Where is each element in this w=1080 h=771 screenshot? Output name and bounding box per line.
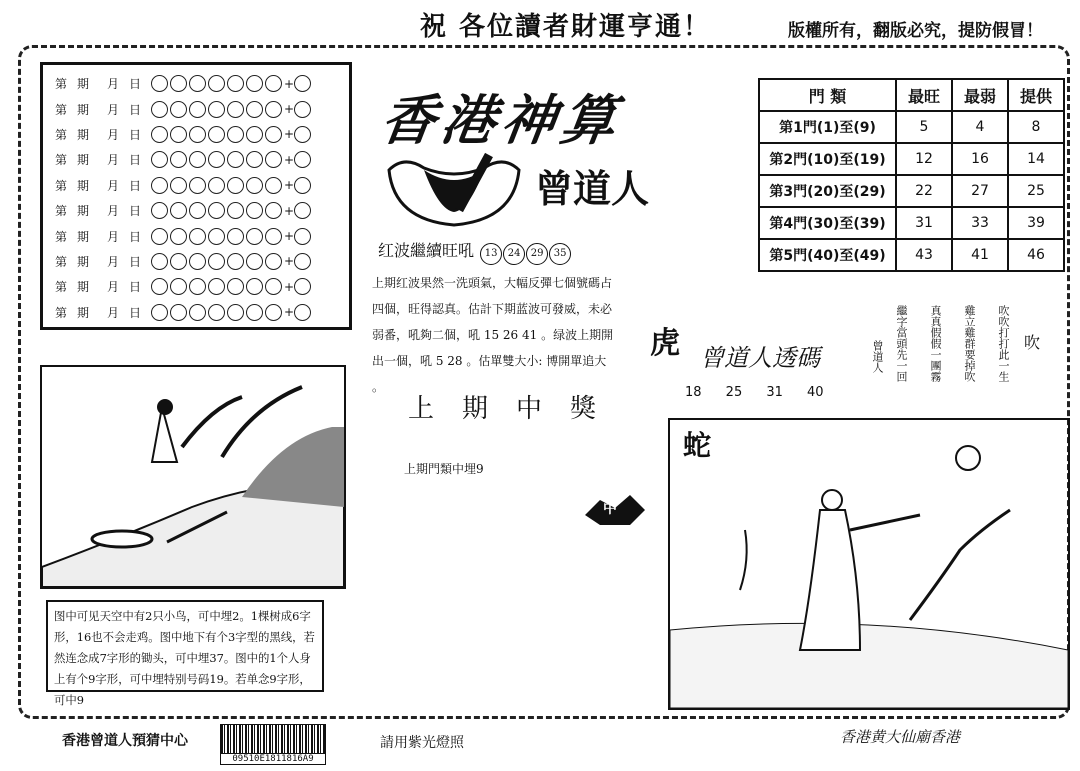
empty-circle — [265, 101, 282, 118]
empty-circle — [265, 126, 282, 143]
header-greeting: 祝 各位讀者財運亨通！ — [420, 12, 712, 42]
grid-cell-text: 月 — [107, 254, 120, 269]
grid-cell-text: 月 — [107, 153, 120, 168]
grid-cell-text: 第 — [55, 178, 68, 193]
table-cell: 43 — [896, 239, 952, 271]
table-cell: 第2門(10)至(19) — [759, 143, 896, 175]
empty-circle — [265, 151, 282, 168]
special-circle — [294, 202, 311, 219]
empty-circle — [227, 101, 244, 118]
empty-circle — [265, 278, 282, 295]
empty-circle — [170, 304, 187, 321]
grid-cell-text: + — [284, 279, 295, 294]
verse-signature: 曾道人 — [871, 340, 884, 373]
empty-circle — [246, 101, 263, 118]
verse-blow: 吹 — [1024, 333, 1041, 352]
empty-circle — [170, 126, 187, 143]
empty-circle — [189, 228, 206, 245]
grid-cell-text: + — [284, 152, 295, 167]
empty-circle — [246, 177, 263, 194]
empty-circle — [208, 126, 225, 143]
empty-circle — [189, 101, 206, 118]
grid-cell-text: 第 — [55, 305, 68, 320]
table-cell: 5 — [896, 111, 952, 143]
empty-circle — [189, 304, 206, 321]
grid-cell-text: 第 — [55, 280, 68, 295]
empty-circle — [227, 126, 244, 143]
table-header: 門 類 — [759, 79, 896, 111]
table-cell: 33 — [952, 207, 1008, 239]
grid-cell-text: 月 — [107, 178, 120, 193]
grid-cell-text: 期 — [77, 254, 90, 269]
wave-balls — [479, 241, 571, 260]
grid-cell-text: 第 — [55, 153, 68, 168]
table-row — [759, 143, 1064, 175]
grid-cell-text: 月 — [107, 127, 120, 142]
special-circle — [294, 151, 311, 168]
table-cell: 39 — [1008, 207, 1064, 239]
table-cell: 4 — [952, 111, 1008, 143]
wave-heading — [378, 238, 571, 265]
grid-cell-text: 第 — [55, 229, 68, 244]
grid-cell-text: 期 — [77, 127, 90, 142]
empty-circle — [227, 253, 244, 270]
grid-cell-text: 期 — [77, 280, 90, 295]
grid-row — [55, 249, 349, 274]
grid-cell-text: 日 — [129, 305, 142, 320]
table-row — [759, 111, 1064, 143]
empty-circle — [265, 304, 282, 321]
verse-column-4: 繼字當頭先一回 — [895, 305, 908, 382]
empty-circle — [170, 101, 187, 118]
table-cell: 46 — [1008, 239, 1064, 271]
grid-cell-text: 第 — [55, 102, 68, 117]
empty-circle — [208, 75, 225, 92]
empty-circle — [227, 151, 244, 168]
grid-cell-text: + — [284, 229, 295, 244]
empty-circle — [246, 253, 263, 270]
empty-circle — [151, 151, 168, 168]
empty-circle — [208, 278, 225, 295]
grid-row — [55, 122, 349, 147]
empty-circle — [208, 304, 225, 321]
empty-circle — [265, 228, 282, 245]
empty-circle — [227, 228, 244, 245]
empty-circle — [265, 202, 282, 219]
table-cell: 8 — [1008, 111, 1064, 143]
grid-cell-text: 月 — [107, 77, 120, 92]
table-row — [759, 207, 1064, 239]
table-cell: 第3門(20)至(29) — [759, 175, 896, 207]
wave-ball: 24 — [503, 243, 525, 265]
empty-circle — [189, 75, 206, 92]
empty-circle — [151, 126, 168, 143]
previous-door-note: 上期門類中埋9 — [404, 462, 484, 476]
table-cell: 27 — [952, 175, 1008, 207]
grid-cell-text: 日 — [129, 229, 142, 244]
record-grid — [40, 62, 352, 330]
empty-circle — [246, 202, 263, 219]
grid-row — [55, 173, 349, 198]
grid-cell-text: 期 — [77, 305, 90, 320]
table-cell: 12 — [896, 143, 952, 175]
grid-cell-text: 日 — [129, 77, 142, 92]
zodiac-badge-text: 中 — [603, 501, 617, 517]
table-cell: 25 — [1008, 175, 1064, 207]
table-cell: 16 — [952, 143, 1008, 175]
grid-row — [55, 274, 349, 299]
empty-circle — [227, 202, 244, 219]
table-header: 最弱 — [952, 79, 1008, 111]
grid-cell-text: 第 — [55, 204, 68, 219]
grid-cell-text: + — [284, 76, 295, 91]
grid-cell-text: 期 — [77, 153, 90, 168]
empty-circle — [189, 177, 206, 194]
gold-ingot-icon — [384, 150, 524, 230]
empty-circle — [151, 202, 168, 219]
empty-circle — [208, 151, 225, 168]
wave-heading-text: 红波繼續旺吼 — [378, 241, 475, 260]
empty-circle — [246, 304, 263, 321]
grid-cell-text: 日 — [129, 280, 142, 295]
empty-circle — [227, 177, 244, 194]
empty-circle — [208, 228, 225, 245]
empty-circle — [189, 126, 206, 143]
grid-row — [55, 71, 349, 96]
grid-cell-text: 第 — [55, 77, 68, 92]
wave-paragraph: 上期红波果然一洗頭氣，大幅反彈七個號碼占四個，旺得認真。估計下期蓝波可發威，未必弱番，吼夠二個，吼 15 26 41 。绿波上期開出一個，吼 5 28 。估單雙大小: 博開單追大 。 — [372, 276, 614, 394]
grid-cell-text: + — [284, 203, 295, 218]
empty-circle — [208, 101, 225, 118]
verse-column-2: 雞立雞群要掉吹 — [963, 305, 976, 382]
door-table — [758, 78, 1065, 272]
picture-note: 图中可见天空中有2只小鸟，可中埋2。1棵树成6字形，16也不会走鸡。图中地下有个3字型的黑线，若然连念成7字形的锄头，可中埋37。图中的1个人身上有个9字形，可中埋特别号码19。若单念9字形，可中9 — [46, 600, 324, 692]
grid-cell-text: 期 — [77, 204, 90, 219]
table-row — [759, 175, 1064, 207]
empty-circle — [227, 278, 244, 295]
empty-circle — [170, 202, 187, 219]
verse-column-3: 真真假假一團霧 — [929, 305, 942, 382]
empty-circle — [151, 75, 168, 92]
table-cell: 第4門(30)至(39) — [759, 207, 896, 239]
empty-circle — [151, 228, 168, 245]
special-circle — [294, 126, 311, 143]
empty-circle — [246, 278, 263, 295]
empty-circle — [208, 177, 225, 194]
grid-cell-text: + — [284, 178, 295, 193]
barcode — [220, 724, 326, 754]
page-title: 香港神算 — [377, 88, 627, 152]
page-subtitle: 曾道人 — [535, 166, 650, 211]
empty-circle — [170, 177, 187, 194]
header-copyright: 版權所有，翻版必究，提防假冒！ — [788, 21, 1043, 41]
table-cell: 14 — [1008, 143, 1064, 175]
special-circle — [294, 278, 311, 295]
grid-cell-text: 第 — [55, 127, 68, 142]
empty-circle — [151, 253, 168, 270]
empty-circle — [246, 75, 263, 92]
tiger-zodiac: 虎 — [650, 326, 680, 361]
empty-circle — [265, 253, 282, 270]
special-circle — [294, 177, 311, 194]
empty-circle — [227, 304, 244, 321]
empty-circle — [208, 202, 225, 219]
grid-row — [55, 198, 349, 223]
empty-circle — [246, 228, 263, 245]
grid-cell-text: 日 — [129, 127, 142, 142]
wave-ball: 13 — [480, 243, 502, 265]
footer-right: 香港黄大仙廟香港 — [840, 728, 961, 746]
zodiac-label: 蛇 — [683, 429, 712, 462]
table-cell: 第5門(40)至(49) — [759, 239, 896, 271]
empty-circle — [170, 278, 187, 295]
grid-cell-text: 期 — [77, 178, 90, 193]
table-header: 最旺 — [896, 79, 952, 111]
grid-cell-text: 期 — [77, 102, 90, 117]
grid-cell-text: 月 — [107, 102, 120, 117]
empty-circle — [170, 253, 187, 270]
empty-circle — [208, 253, 225, 270]
empty-circle — [189, 253, 206, 270]
reveal-title: 曾道人透碼 — [700, 344, 820, 372]
table-cell: 31 — [896, 207, 952, 239]
table-cell: 41 — [952, 239, 1008, 271]
last-hit-heading: 上期中獎 — [408, 394, 625, 424]
empty-circle — [170, 151, 187, 168]
empty-circle — [170, 228, 187, 245]
grid-cell-text: 月 — [107, 305, 120, 320]
empty-circle — [246, 151, 263, 168]
scholar-illustration — [40, 365, 346, 589]
wave-ball: 35 — [549, 243, 571, 265]
grid-cell-text: 第 — [55, 254, 68, 269]
empty-circle — [151, 304, 168, 321]
grid-cell-text: + — [284, 102, 295, 117]
grid-cell-text: 月 — [107, 280, 120, 295]
verse-column-1: 吹吹打打此一生 — [997, 305, 1010, 382]
empty-circle — [227, 75, 244, 92]
empty-circle — [151, 177, 168, 194]
sage-illustration — [668, 418, 1070, 710]
grid-cell-text: 月 — [107, 204, 120, 219]
special-circle — [294, 75, 311, 92]
grid-cell-text: + — [284, 254, 295, 269]
empty-circle — [189, 151, 206, 168]
special-circle — [294, 228, 311, 245]
grid-cell-text: 日 — [129, 204, 142, 219]
grid-cell-text: 日 — [129, 102, 142, 117]
reveal-numbers: 18 25 31 40 — [685, 385, 824, 400]
grid-row — [55, 223, 349, 248]
uv-note: 請用紫光燈照 — [380, 735, 464, 751]
grid-cell-text: + — [284, 305, 295, 320]
grid-cell-text: 期 — [77, 77, 90, 92]
grid-row — [55, 300, 349, 325]
special-circle — [294, 101, 311, 118]
table-header: 提供 — [1008, 79, 1064, 111]
grid-row — [55, 96, 349, 121]
barcode-number: 09510E1811816A9 — [220, 753, 326, 765]
grid-cell-text: 日 — [129, 178, 142, 193]
table-row — [759, 239, 1064, 271]
grid-cell-text: 月 — [107, 229, 120, 244]
wave-ball: 29 — [526, 243, 548, 265]
grid-cell-text: 期 — [77, 229, 90, 244]
table-cell: 22 — [896, 175, 952, 207]
special-circle — [294, 304, 311, 321]
empty-circle — [151, 278, 168, 295]
empty-circle — [189, 202, 206, 219]
empty-circle — [151, 101, 168, 118]
grid-cell-text: 日 — [129, 153, 142, 168]
empty-circle — [170, 75, 187, 92]
empty-circle — [246, 126, 263, 143]
grid-row — [55, 147, 349, 172]
empty-circle — [265, 75, 282, 92]
empty-circle — [265, 177, 282, 194]
table-cell: 第1門(1)至(9) — [759, 111, 896, 143]
special-circle — [294, 253, 311, 270]
grid-cell-text: 日 — [129, 254, 142, 269]
footer-center-name: 香港曾道人預猜中心 — [62, 733, 188, 749]
empty-circle — [189, 278, 206, 295]
grid-cell-text: + — [284, 127, 295, 142]
